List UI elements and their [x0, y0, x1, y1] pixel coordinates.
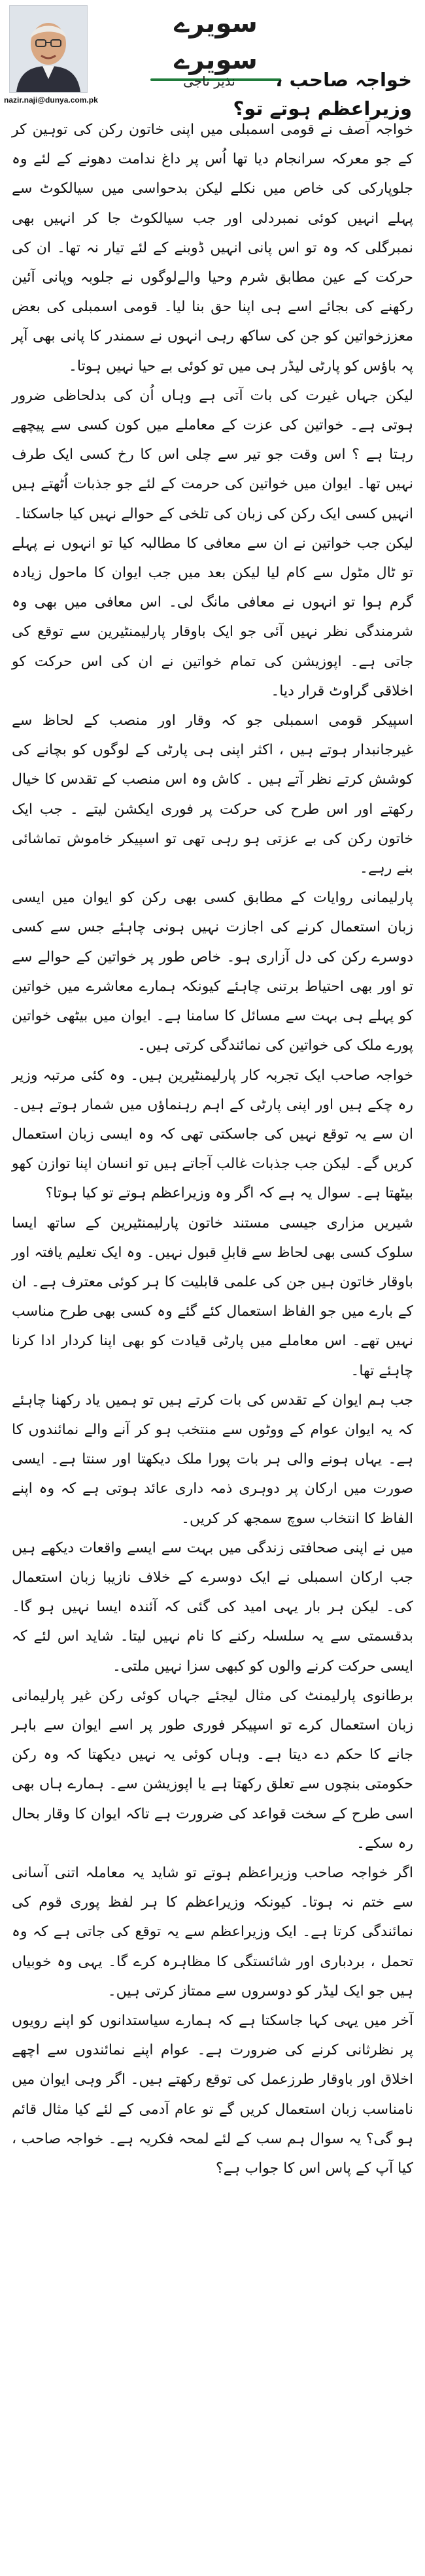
article-paragraph: لیکن جب خواتین نے ان سے معافی کا مطالبہ کیا تو انہوں نے پہلے تو ٹال مٹول سے کام لیا لیکن بعد میں جب ایوان کا ماحول زیادہ گرم ہوا تو انہوں نے معافی مانگ لی۔ اس معافی میں بھی وہ شرمندگی نظر نہیں آئی جو ایک باوقار پارلیمنٹیرین سے توقع کی جاتی ہے۔ اپوزیشن کی تمام خواتین نے ان کی اس حرکت کو اخلاقی گراوٹ قرار دیا۔ [12, 535, 413, 699]
article-paragraph: خواجہ صاحب ایک تجربہ کار پارلیمنٹیرین ہیں۔ وہ کئی مرتبہ وزیر رہ چکے ہیں اور اپنی پارٹی کے اہم رہنماؤں میں شمار ہوتے ہیں۔ ان سے یہ توقع نہیں کی جاسکتی تھی کہ وہ ایسی زبان استعمال کریں گے۔ لیکن جب جذبات غالب آجاتے ہیں تو انسان اپنا توازن کھو بیٹھتا ہے۔ سوال یہ ہے کہ اگر وہ وزیراعظم ہوتے تو کیا ہوتا؟ [12, 1067, 413, 1202]
column-header [0, 0, 425, 120]
article-paragraph: جب ہم ایوان کے تقدس کی بات کرتے ہیں تو ہمیں یاد رکھنا چاہئے کہ یہ ایوان عوام کے ووٹوں سے منتخب ہو کر آنے والے نمائندوں کا ہے۔ یہاں ہونے والی ہر بات پورا ملک دیکھتا اور سنتا ہے۔ ایسی صورت میں ارکان پر دوہری ذمہ داری عائد ہوتی ہے کہ وہ اپنے الفاظ کا انتخاب سوچ سمجھ کر کریں۔ [12, 1392, 413, 1527]
author-portrait-icon [10, 6, 87, 92]
article-paragraph: شیریں مزاری جیسی مستند خاتون پارلیمنٹیرین کے ساتھ ایسا سلوک کسی بھی لحاظ سے قابلِ قبول نہیں۔ وہ ایک تعلیم یافتہ اور باوقار خاتون ہیں جن کی علمی قابلیت کا ہر کوئی معترف ہے۔ ان کے بارے میں جو الفاظ استعمال کئے گئے وہ کسی بھی طرح مناسب نہیں تھے۔ اس معاملے میں پارٹی قیادت کو بھی اپنا کردار ادا کرنا چاہئے تھا۔ [12, 1214, 413, 1379]
article-body [12, 115, 413, 2183]
author-email: nazir.naji@dunya.com.pk [4, 95, 98, 105]
article-paragraph: خواجہ آصف نے قومی اسمبلی میں اپنی خاتون رکن کی توہین کر کے جو معرکہ سرانجام دیا تھا اُس پر داغ ندامت دھونے کے لئے وہ جلوپارکی کی خاص میں نکلے لیکن بدحواسی میں سیالکوٹ سے پہلے انہیں کوئی نمبردلی اور جب سیالکوٹ جا کر انہیں بھی نمبرگلی کہ وہ تو اس پانی انہیں ڈوبنے کے لئے تیار نہ تھا۔ ان کی حرکت کے عین مطابق شرم وحیا والےلوگوں نے جلوبہ وپانی آئین رکھنے کی بجائے اسے ہی اپنا حق بنا لیا۔ قومی اسمبلی کی بعض معززخواتین کو جن کی ساکھ رہی انہوں نے سمندر کا پانی بھی آپر پہ باؤس کو پارٹی لیڈر ہی میں تو کوئی بے حیا نہیں ہوتا۔ [12, 122, 413, 375]
article-paragraph: برطانوی پارلیمنٹ کی مثال لیجئے جہاں کوئی رکن غیر پارلیمانی زبان استعمال کرے تو اسپیکر فوری طور پر اسے ایوان سے باہر جانے کا حکم دے دیتا ہے۔ وہاں کوئی یہ نہیں دیکھتا کہ وہ رکن حکومتی بنچوں سے تعلق رکھتا ہے یا اپوزیشن سے۔ ہمارے ہاں بھی اسی طرح کے سخت قواعد کی ضرورت ہے تاکہ ایوان کا وقار بحال رہ سکے۔ [12, 1687, 413, 1852]
column-logo-text: سویرے سویرے [174, 8, 258, 75]
article-paragraph: لیکن جہاں غیرت کی بات آتی ہے وہاں اُن کی بدلحاظی ضرور ہوتی ہے۔ خواتین کی عزت کے معاملے میں کون کسی سے پیچھے رہتا ہے ؟ اس وقت جو تیر سے چلی اس کا رخ کسی ایک طرف نہیں تھا۔ ایوان میں خواتین کی حرمت کے لئے جو جذبات اُٹھتے ہیں انہیں کسی ایک رکن کی زبان کی تلخی کے حوالے نہیں کیا جاسکتا۔ [12, 387, 413, 522]
author-photo [9, 5, 88, 93]
article-paragraph: میں نے اپنی صحافتی زندگی میں بہت سے ایسے واقعات دیکھے ہیں جب ارکان اسمبلی نے ایک دوسرے کے خلاف نازیبا زبان استعمال کی۔ لیکن ہر بار یہی امید کی گئی کہ آئندہ ایسا نہیں ہو گا۔ بدقسمتی سے یہ سلسلہ رکنے کا نام نہیں لیتا۔ شاید اس لئے کہ ایسی حرکت کرنے والوں کو کبھی سزا نہیں ملتی۔ [12, 1539, 413, 1675]
article-paragraph: اسپیکر قومی اسمبلی جو کہ وقار اور منصب کے لحاظ سے غیرجانبدار ہوتے ہیں ، اکثر اپنی ہی پارٹی کے لوگوں کو بچانے کی کوشش کرتے نظر آتے ہیں ۔ کاش وہ اس منصب کے تقدس کا خیال رکھتے اور اس طرح کی حرکت پر فوری ایکشن لیتے ۔ جب ایک خاتون رکن کی بے عزتی ہو رہی تھی تو اسپیکر خاموش تماشائی بنے رہے۔ [12, 712, 413, 877]
article-paragraph: آخر میں یہی کہا جاسکتا ہے کہ ہمارے سیاستدانوں کو اپنے رویوں پر نظرثانی کرنے کی ضرورت ہے۔ عوام اپنے نمائندوں سے اچھے اخلاق اور باوقار طرزعمل کی توقع رکھتے ہیں۔ اگر وہی ایوان میں نامناسب زبان استعمال کریں گے تو عام آدمی کے لئے کیا مثال قائم ہو گی؟ یہ سوال ہم سب کے لئے لمحہ فکریہ ہے۔ خواجہ صاحب ، کیا آپ کے پاس اس کا جواب ہے؟ [12, 2013, 413, 2177]
article-paragraph: اگر خواجہ صاحب وزیراعظم ہوتے تو شاید یہ معاملہ اتنی آسانی سے ختم نہ ہوتا۔ کیونکہ وزیراعظم کا ہر لفظ پوری قوم کی نمائندگی کرتا ہے۔ ایک وزیراعظم سے یہ توقع کی جاتی ہے کہ وہ تحمل ، بردباری اور شائستگی کا مظاہرہ کرے گا۔ یہی وہ خوبیاں ہیں جو ایک لیڈر کو دوسروں سے ممتاز کرتی ہیں۔ [12, 1864, 413, 1999]
author-name: نذیر ناجی [183, 73, 235, 89]
column-logo [131, 5, 301, 75]
article-title: خواجہ صاحب ، وزیراعظم ہوتے تو؟ [233, 69, 412, 120]
article-paragraph: پارلیمانی روایات کے مطابق کسی بھی رکن کو ایوان میں ایسی زبان استعمال کرنے کی اجازت نہیں ہونی چاہئے جس سے کسی دوسرے رکن کی دل آزاری ہو۔ خاص طور پر خواتین کے حوالے سے تو اور بھی احتیاط برتنی چاہئے کیونکہ ہمارے معاشرے میں خواتین کو پہلے ہی بہت سے مسائل کا سامنا ہے۔ ایوان میں بیٹھی خواتین پورے ملک کی خواتین کی نمائندگی کرتی ہیں۔ [12, 890, 413, 1054]
